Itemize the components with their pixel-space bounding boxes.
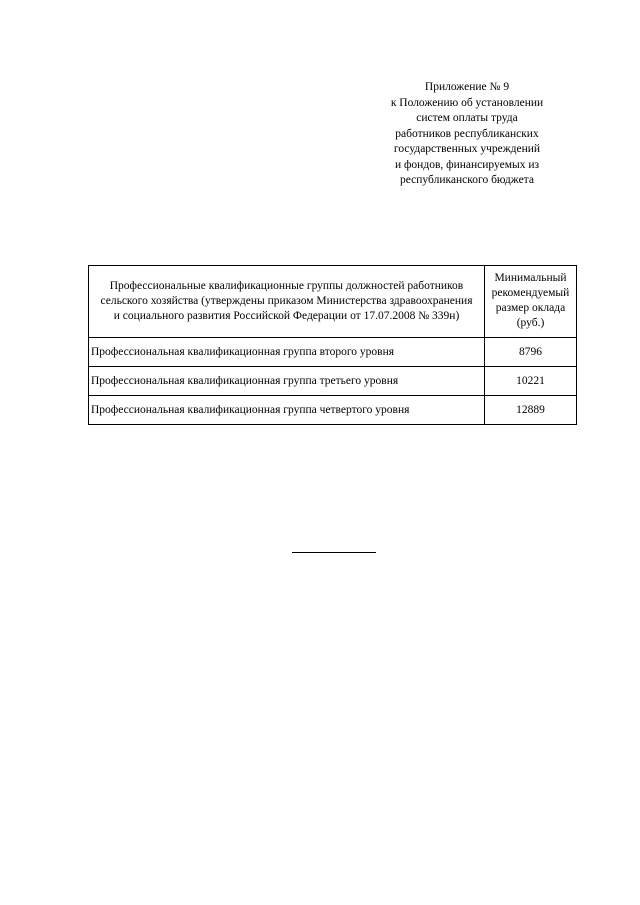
header-salary-line: Минимальный xyxy=(494,272,567,284)
table-header-row xyxy=(89,266,577,338)
header-salary-line: (руб.) xyxy=(516,317,545,329)
appendix-line: систем оплаты труда xyxy=(416,112,518,124)
table-row xyxy=(89,338,577,367)
appendix-line: республиканского бюджета xyxy=(400,174,534,186)
document-end-line xyxy=(292,552,376,553)
table-row xyxy=(89,367,577,396)
appendix-line: и фондов, финансируемых из xyxy=(394,158,540,171)
table-header xyxy=(89,266,577,338)
appendix-line: работников республиканских xyxy=(395,127,539,140)
header-salary-line: размер оклада xyxy=(495,302,566,314)
group-name-cell: Профессиональная квалификационная группа третьего уровня xyxy=(89,367,485,396)
group-name-cell: Профессиональная квалификационная группа четвертого уровня xyxy=(89,396,485,425)
header-salary-line: рекомендуемый xyxy=(491,287,570,299)
salary-table xyxy=(88,265,577,425)
table-body xyxy=(89,338,577,425)
header-qualification-groups: Профессиональные квалификационные группы должностей работников сельского хозяйства (утверждены приказом Министерства здравоохранения и социального развития Российской Федерации от 17.07.2008 № 339н) xyxy=(89,266,485,338)
table-row xyxy=(89,396,577,425)
header-minimum-salary xyxy=(485,266,577,338)
appendix-line: государственных учреждений xyxy=(393,143,541,155)
salary-value-cell: 10221 xyxy=(485,367,577,396)
appendix-line: к Положению об установлении xyxy=(390,96,544,109)
appendix-title: Приложение № 9 xyxy=(424,81,510,93)
group-name-cell: Профессиональная квалификационная группа второго уровня xyxy=(89,338,485,367)
appendix-header xyxy=(366,80,568,189)
salary-value-cell: 8796 xyxy=(485,338,577,367)
salary-value-cell: 12889 xyxy=(485,396,577,425)
